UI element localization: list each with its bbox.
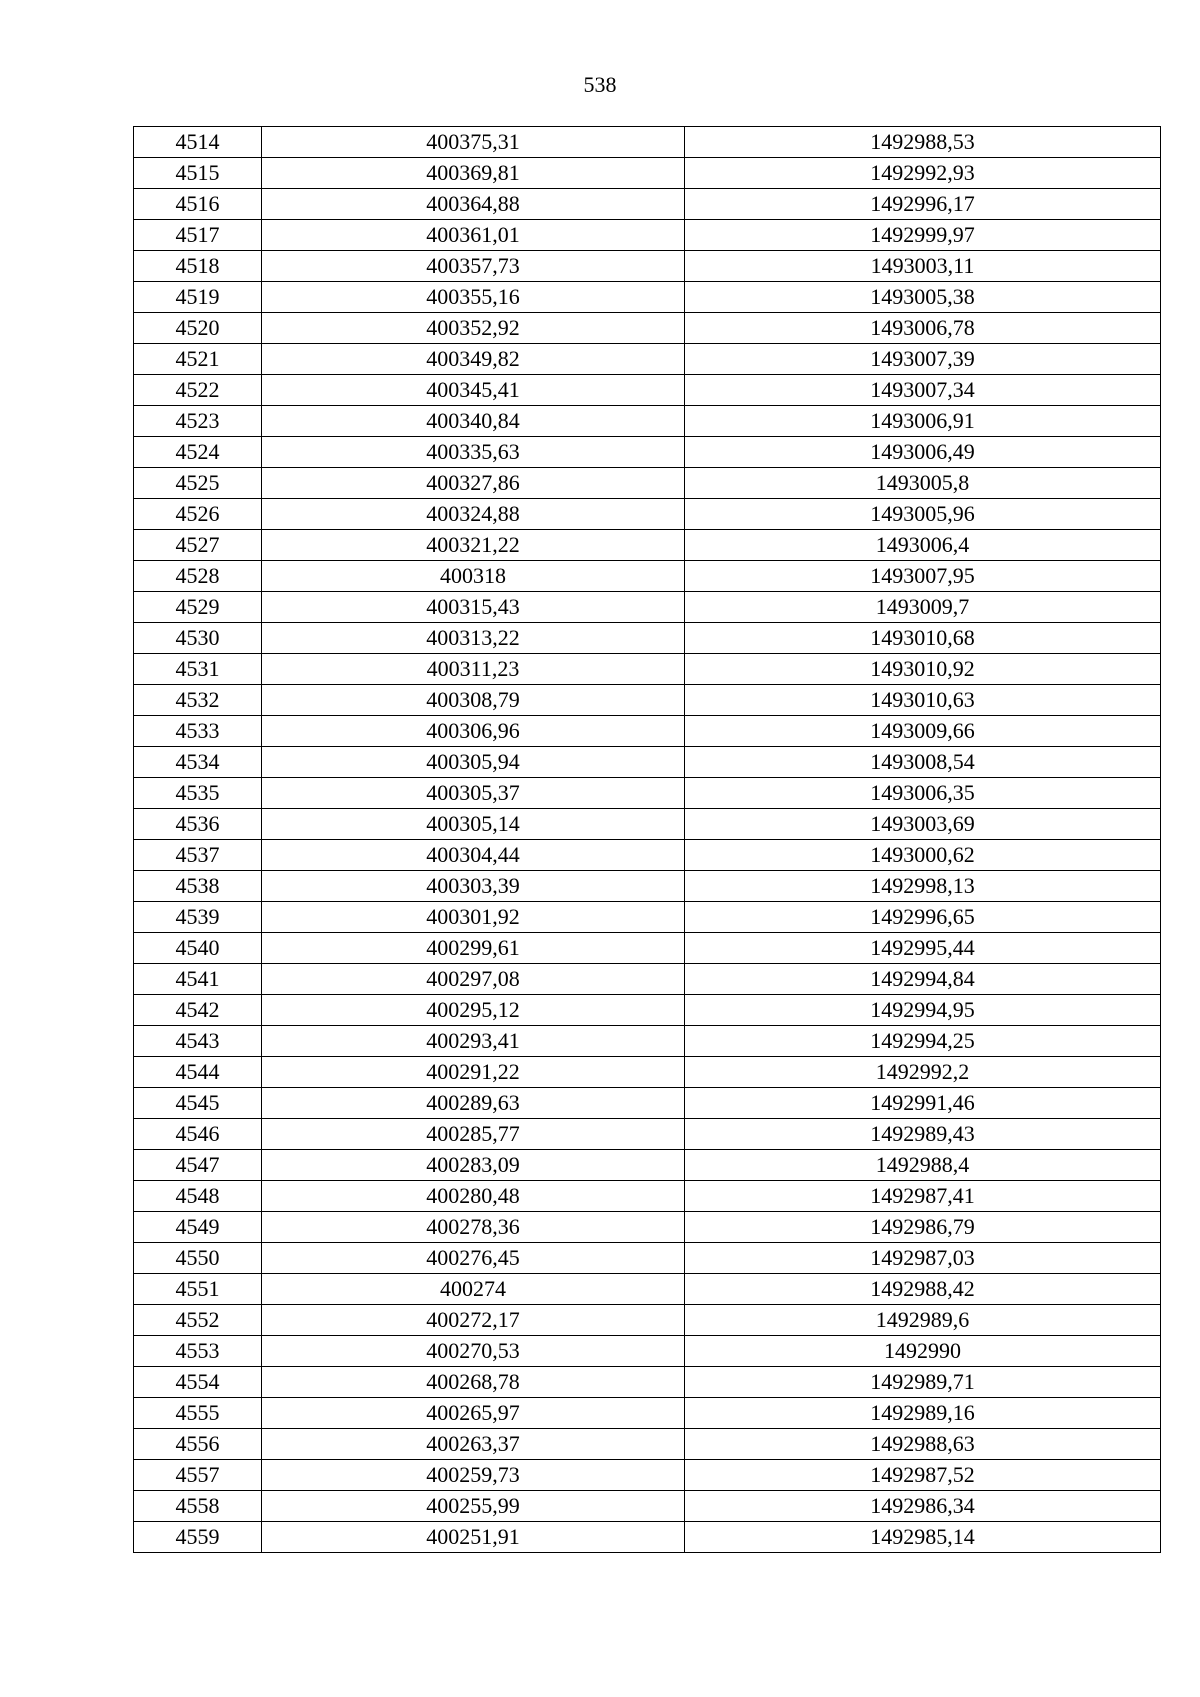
y-coordinate-cell: 1493003,11 <box>685 251 1161 282</box>
table-row <box>134 1336 1161 1367</box>
point-number-cell: 4525 <box>134 468 262 499</box>
table-row <box>134 716 1161 747</box>
point-number-cell: 4536 <box>134 809 262 840</box>
y-coordinate-cell: 1492990 <box>685 1336 1161 1367</box>
table-row <box>134 1150 1161 1181</box>
y-coordinate-cell: 1493009,7 <box>685 592 1161 623</box>
table-row <box>134 1522 1161 1553</box>
table-row <box>134 282 1161 313</box>
table-row <box>134 1212 1161 1243</box>
x-coordinate-cell: 400355,16 <box>262 282 685 313</box>
point-number-cell: 4538 <box>134 871 262 902</box>
point-number-cell: 4543 <box>134 1026 262 1057</box>
x-coordinate-cell: 400295,12 <box>262 995 685 1026</box>
x-coordinate-cell: 400291,22 <box>262 1057 685 1088</box>
x-coordinate-cell: 400369,81 <box>262 158 685 189</box>
x-coordinate-cell: 400283,09 <box>262 1150 685 1181</box>
table-row <box>134 561 1161 592</box>
point-number-cell: 4522 <box>134 375 262 406</box>
table-row <box>134 1305 1161 1336</box>
x-coordinate-cell: 400278,36 <box>262 1212 685 1243</box>
table-row <box>134 654 1161 685</box>
point-number-cell: 4516 <box>134 189 262 220</box>
x-coordinate-cell: 400270,53 <box>262 1336 685 1367</box>
y-coordinate-cell: 1492992,93 <box>685 158 1161 189</box>
y-coordinate-cell: 1492994,95 <box>685 995 1161 1026</box>
y-coordinate-cell: 1492991,46 <box>685 1088 1161 1119</box>
table-row <box>134 220 1161 251</box>
x-coordinate-cell: 400311,23 <box>262 654 685 685</box>
point-number-cell: 4530 <box>134 623 262 654</box>
table-body <box>134 127 1161 1553</box>
x-coordinate-cell: 400274 <box>262 1274 685 1305</box>
table-row <box>134 127 1161 158</box>
table-row <box>134 964 1161 995</box>
point-number-cell: 4555 <box>134 1398 262 1429</box>
x-coordinate-cell: 400272,17 <box>262 1305 685 1336</box>
table-row <box>134 1181 1161 1212</box>
table-row <box>134 1057 1161 1088</box>
y-coordinate-cell: 1493003,69 <box>685 809 1161 840</box>
table-row <box>134 1274 1161 1305</box>
x-coordinate-cell: 400306,96 <box>262 716 685 747</box>
point-number-cell: 4523 <box>134 406 262 437</box>
y-coordinate-cell: 1493007,39 <box>685 344 1161 375</box>
point-number-cell: 4521 <box>134 344 262 375</box>
table-row <box>134 344 1161 375</box>
table-row <box>134 468 1161 499</box>
point-number-cell: 4527 <box>134 530 262 561</box>
y-coordinate-cell: 1492995,44 <box>685 933 1161 964</box>
point-number-cell: 4517 <box>134 220 262 251</box>
y-coordinate-cell: 1493006,4 <box>685 530 1161 561</box>
x-coordinate-cell: 400285,77 <box>262 1119 685 1150</box>
x-coordinate-cell: 400315,43 <box>262 592 685 623</box>
table-row <box>134 840 1161 871</box>
x-coordinate-cell: 400293,41 <box>262 1026 685 1057</box>
y-coordinate-cell: 1492985,14 <box>685 1522 1161 1553</box>
y-coordinate-cell: 1492987,41 <box>685 1181 1161 1212</box>
y-coordinate-cell: 1492986,79 <box>685 1212 1161 1243</box>
x-coordinate-cell: 400304,44 <box>262 840 685 871</box>
table-row <box>134 1398 1161 1429</box>
point-number-cell: 4537 <box>134 840 262 871</box>
y-coordinate-cell: 1492989,6 <box>685 1305 1161 1336</box>
x-coordinate-cell: 400259,73 <box>262 1460 685 1491</box>
point-number-cell: 4556 <box>134 1429 262 1460</box>
point-number-cell: 4535 <box>134 778 262 809</box>
y-coordinate-cell: 1493005,38 <box>685 282 1161 313</box>
x-coordinate-cell: 400297,08 <box>262 964 685 995</box>
y-coordinate-cell: 1493006,49 <box>685 437 1161 468</box>
y-coordinate-cell: 1493005,8 <box>685 468 1161 499</box>
x-coordinate-cell: 400305,37 <box>262 778 685 809</box>
x-coordinate-cell: 400318 <box>262 561 685 592</box>
table-row <box>134 809 1161 840</box>
y-coordinate-cell: 1493007,34 <box>685 375 1161 406</box>
y-coordinate-cell: 1493006,78 <box>685 313 1161 344</box>
point-number-cell: 4532 <box>134 685 262 716</box>
table-row <box>134 1243 1161 1274</box>
y-coordinate-cell: 1492996,65 <box>685 902 1161 933</box>
point-number-cell: 4542 <box>134 995 262 1026</box>
y-coordinate-cell: 1492994,84 <box>685 964 1161 995</box>
point-number-cell: 4528 <box>134 561 262 592</box>
table-row <box>134 685 1161 716</box>
table-row <box>134 437 1161 468</box>
table-row <box>134 747 1161 778</box>
point-number-cell: 4524 <box>134 437 262 468</box>
x-coordinate-cell: 400349,82 <box>262 344 685 375</box>
point-number-cell: 4533 <box>134 716 262 747</box>
y-coordinate-cell: 1492994,25 <box>685 1026 1161 1057</box>
y-coordinate-cell: 1492987,52 <box>685 1460 1161 1491</box>
y-coordinate-cell: 1493009,66 <box>685 716 1161 747</box>
page-number: 538 <box>583 72 617 97</box>
y-coordinate-cell: 1493010,92 <box>685 654 1161 685</box>
table-row <box>134 313 1161 344</box>
point-number-cell: 4552 <box>134 1305 262 1336</box>
point-number-cell: 4546 <box>134 1119 262 1150</box>
table-row <box>134 530 1161 561</box>
y-coordinate-cell: 1492986,34 <box>685 1491 1161 1522</box>
point-number-cell: 4558 <box>134 1491 262 1522</box>
point-number-cell: 4554 <box>134 1367 262 1398</box>
x-coordinate-cell: 400364,88 <box>262 189 685 220</box>
table-row <box>134 995 1161 1026</box>
point-number-cell: 4550 <box>134 1243 262 1274</box>
coordinates-table <box>133 126 1161 1553</box>
y-coordinate-cell: 1492999,97 <box>685 220 1161 251</box>
x-coordinate-cell: 400280,48 <box>262 1181 685 1212</box>
y-coordinate-cell: 1492989,71 <box>685 1367 1161 1398</box>
x-coordinate-cell: 400313,22 <box>262 623 685 654</box>
x-coordinate-cell: 400308,79 <box>262 685 685 716</box>
y-coordinate-cell: 1492988,4 <box>685 1150 1161 1181</box>
table-row <box>134 871 1161 902</box>
table-row <box>134 158 1161 189</box>
x-coordinate-cell: 400305,94 <box>262 747 685 778</box>
point-number-cell: 4539 <box>134 902 262 933</box>
x-coordinate-cell: 400321,22 <box>262 530 685 561</box>
y-coordinate-cell: 1492989,43 <box>685 1119 1161 1150</box>
y-coordinate-cell: 1493008,54 <box>685 747 1161 778</box>
point-number-cell: 4549 <box>134 1212 262 1243</box>
table-row <box>134 251 1161 282</box>
x-coordinate-cell: 400265,97 <box>262 1398 685 1429</box>
point-number-cell: 4559 <box>134 1522 262 1553</box>
x-coordinate-cell: 400263,37 <box>262 1429 685 1460</box>
table-row <box>134 499 1161 530</box>
table-row <box>134 933 1161 964</box>
table-row <box>134 1460 1161 1491</box>
x-coordinate-cell: 400268,78 <box>262 1367 685 1398</box>
y-coordinate-cell: 1493005,96 <box>685 499 1161 530</box>
x-coordinate-cell: 400340,84 <box>262 406 685 437</box>
x-coordinate-cell: 400335,63 <box>262 437 685 468</box>
point-number-cell: 4553 <box>134 1336 262 1367</box>
table-row <box>134 1088 1161 1119</box>
y-coordinate-cell: 1492992,2 <box>685 1057 1161 1088</box>
point-number-cell: 4544 <box>134 1057 262 1088</box>
x-coordinate-cell: 400375,31 <box>262 127 685 158</box>
x-coordinate-cell: 400303,39 <box>262 871 685 902</box>
point-number-cell: 4520 <box>134 313 262 344</box>
y-coordinate-cell: 1493010,68 <box>685 623 1161 654</box>
table-row <box>134 1026 1161 1057</box>
y-coordinate-cell: 1493010,63 <box>685 685 1161 716</box>
y-coordinate-cell: 1493007,95 <box>685 561 1161 592</box>
x-coordinate-cell: 400361,01 <box>262 220 685 251</box>
x-coordinate-cell: 400255,99 <box>262 1491 685 1522</box>
table-row <box>134 623 1161 654</box>
point-number-cell: 4545 <box>134 1088 262 1119</box>
point-number-cell: 4557 <box>134 1460 262 1491</box>
table-row <box>134 778 1161 809</box>
y-coordinate-cell: 1493006,91 <box>685 406 1161 437</box>
x-coordinate-cell: 400324,88 <box>262 499 685 530</box>
x-coordinate-cell: 400327,86 <box>262 468 685 499</box>
point-number-cell: 4534 <box>134 747 262 778</box>
point-number-cell: 4531 <box>134 654 262 685</box>
y-coordinate-cell: 1492988,53 <box>685 127 1161 158</box>
point-number-cell: 4518 <box>134 251 262 282</box>
x-coordinate-cell: 400352,92 <box>262 313 685 344</box>
y-coordinate-cell: 1492996,17 <box>685 189 1161 220</box>
table-row <box>134 1119 1161 1150</box>
point-number-cell: 4515 <box>134 158 262 189</box>
y-coordinate-cell: 1492989,16 <box>685 1398 1161 1429</box>
x-coordinate-cell: 400251,91 <box>262 1522 685 1553</box>
x-coordinate-cell: 400357,73 <box>262 251 685 282</box>
y-coordinate-cell: 1492988,63 <box>685 1429 1161 1460</box>
point-number-cell: 4514 <box>134 127 262 158</box>
x-coordinate-cell: 400345,41 <box>262 375 685 406</box>
table-row <box>134 406 1161 437</box>
x-coordinate-cell: 400289,63 <box>262 1088 685 1119</box>
x-coordinate-cell: 400276,45 <box>262 1243 685 1274</box>
table-row <box>134 375 1161 406</box>
table-row <box>134 902 1161 933</box>
point-number-cell: 4529 <box>134 592 262 623</box>
point-number-cell: 4547 <box>134 1150 262 1181</box>
point-number-cell: 4551 <box>134 1274 262 1305</box>
table-row <box>134 592 1161 623</box>
x-coordinate-cell: 400299,61 <box>262 933 685 964</box>
y-coordinate-cell: 1493000,62 <box>685 840 1161 871</box>
point-number-cell: 4541 <box>134 964 262 995</box>
point-number-cell: 4548 <box>134 1181 262 1212</box>
point-number-cell: 4519 <box>134 282 262 313</box>
y-coordinate-cell: 1492998,13 <box>685 871 1161 902</box>
table-row <box>134 1491 1161 1522</box>
point-number-cell: 4526 <box>134 499 262 530</box>
table-row <box>134 1429 1161 1460</box>
table-row <box>134 189 1161 220</box>
point-number-cell: 4540 <box>134 933 262 964</box>
x-coordinate-cell: 400305,14 <box>262 809 685 840</box>
x-coordinate-cell: 400301,92 <box>262 902 685 933</box>
y-coordinate-cell: 1493006,35 <box>685 778 1161 809</box>
table-row <box>134 1367 1161 1398</box>
y-coordinate-cell: 1492988,42 <box>685 1274 1161 1305</box>
y-coordinate-cell: 1492987,03 <box>685 1243 1161 1274</box>
